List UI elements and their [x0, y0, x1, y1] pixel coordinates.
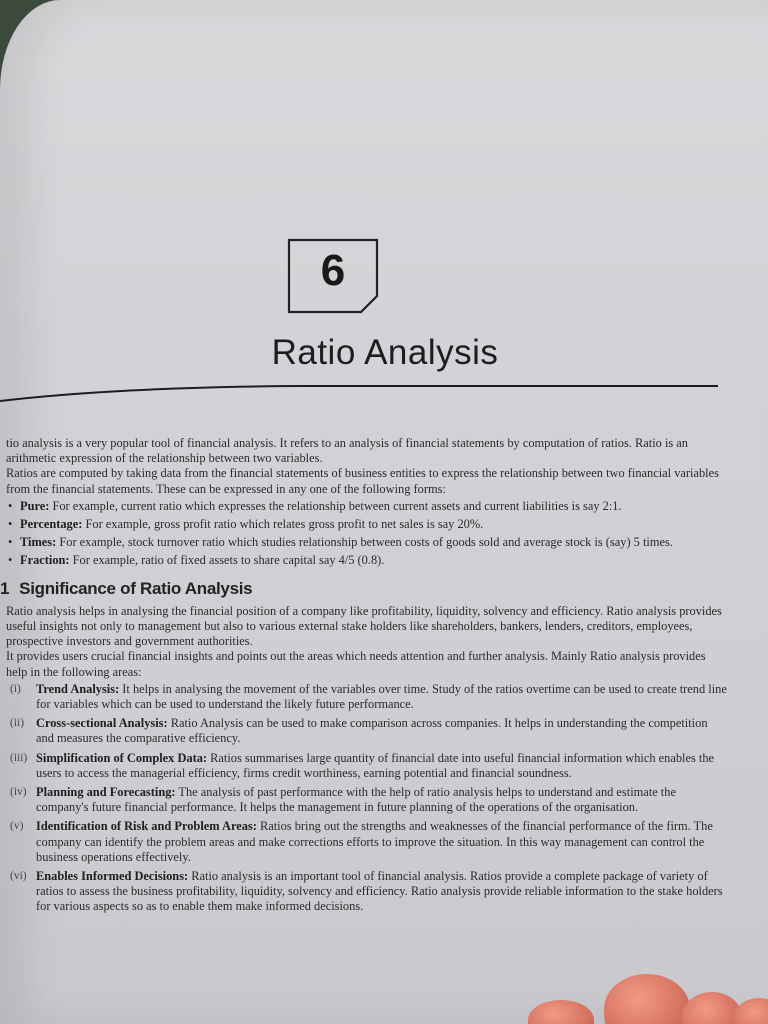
area-label: Simplification of Complex Data:: [36, 750, 208, 765]
area-text: The analysis of past performance with the help of ratio analysis helps to understand and estimate the company's future financial performance. It helps the management in future planning of the operations of the organisation.: [36, 785, 676, 815]
list-item: [6, 869, 728, 915]
bullet-icon: •: [8, 553, 13, 568]
area-text: It helps in analysing the movement of the variables over time. Study of the ratios overtime can be used to create trend line for variables which can be used to understand the likely future performance.: [36, 681, 727, 712]
list-item: [6, 819, 728, 865]
form-text: For example, ratio of fixed assets to share capital say 4/5 (0.8).: [69, 553, 385, 568]
ratio-forms-list: [0, 499, 728, 569]
bullet-icon: •: [8, 517, 13, 532]
significance-areas-list: [0, 682, 728, 915]
finger-photo-element: [528, 1000, 594, 1024]
area-label: Identification of Risk and Problem Areas:: [36, 819, 257, 834]
list-item: [6, 716, 728, 746]
significance-paragraph-2: It provides users crucial financial insights and points out the areas which needs attention and further analysis. Mainly Ratio analysis provides help in the following areas:: [6, 649, 706, 679]
finger-photo-element: [604, 974, 690, 1024]
item-numeral: (iii): [10, 751, 28, 764]
page-body: [0, 436, 728, 919]
form-text: For example, current ratio which expresses the relationship between current assets and current liabilities is say 2:1.: [49, 498, 622, 513]
area-label: Planning and Forecasting:: [36, 785, 176, 800]
area-text: Ratio analysis is an important tool of financial analysis. Ratios provide a complete package of variety of ratios to assess the business profitability, liquidity, solvency and efficiency. Ratio analysis provide reliable information to the stake holders for various aspects so as to enable them make informed decisions.: [36, 869, 723, 914]
list-item: [6, 517, 728, 532]
section-heading: [0, 578, 728, 598]
finger-photo-element: [682, 992, 742, 1024]
item-numeral: (i): [10, 682, 21, 695]
list-item: [6, 785, 728, 815]
area-text: Ratios summarises large quantity of financial date into useful financial information which enables the users to access the managerial efficiency, firms credit worthiness, earning potential and financial soundness.: [36, 750, 715, 780]
area-label: Enables Informed Decisions:: [36, 869, 189, 884]
item-numeral: (v): [10, 820, 24, 833]
item-numeral: (ii): [10, 717, 25, 730]
list-item: [6, 682, 728, 712]
bullet-icon: •: [8, 498, 13, 513]
item-numeral: (vi): [10, 870, 27, 883]
item-numeral: (iv): [10, 786, 27, 799]
list-item: [6, 751, 728, 781]
form-label: Times:: [20, 535, 57, 550]
area-text: Ratio Analysis can be used to make comparison across companies. It helps in understanding the competition and measures the comparative efficiency.: [36, 716, 708, 746]
list-item: [6, 499, 728, 514]
finger-photo-element: [734, 998, 768, 1024]
list-item: [6, 535, 728, 550]
significance-paragraph-1: Ratio analysis helps in analysing the financial position of a company like profitability, liquidity, solvency and efficiency. Ratio analysis provides useful insights not only to management but also to various external stake holders like shareholders, bankers, lenders, creditors, employees, prospective investors and government authorities.: [6, 603, 722, 649]
title-rule: [0, 385, 720, 403]
chapter-number: 6: [320, 246, 346, 295]
form-text: For example, gross profit ratio which relates gross profit to net sales is say 20%.: [82, 517, 484, 532]
area-label: Cross-sectional Analysis:: [36, 716, 168, 731]
form-label: Percentage:: [20, 517, 83, 532]
list-item: [6, 553, 728, 568]
form-text: For example, stock turnover ratio which studies relationship between costs of goods sold and average stock is (say) 5 times.: [56, 535, 673, 550]
form-label: Fraction:: [20, 553, 70, 568]
form-label: Pure:: [20, 498, 50, 513]
chapter-number-box: [287, 238, 379, 314]
section-title: Significance of Ratio Analysis: [19, 578, 253, 598]
intro-paragraph-1: tio analysis is a very popular tool of financial analysis. It refers to an analysis of financial statements by computation of ratios. Ratio is an arithmetic expression of the relationship between two variables.: [6, 436, 688, 466]
intro-paragraph-2: Ratios are computed by taking data from the financial statements of business entities to express the relationship between two financial variables from the financial statements. These can be expressed in any one of the following forms:: [6, 466, 719, 496]
area-label: Trend Analysis:: [36, 681, 120, 696]
area-text: Ratios bring out the strengths and weaknesses of the financial performance of the firm. The company can identify the problem areas and make corrections efforts to improve the situation. In this way management can control the business operations effectively.: [36, 819, 713, 864]
bullet-icon: •: [8, 535, 13, 550]
section-number: 1: [0, 578, 10, 598]
chapter-title: Ratio Analysis: [271, 333, 499, 372]
